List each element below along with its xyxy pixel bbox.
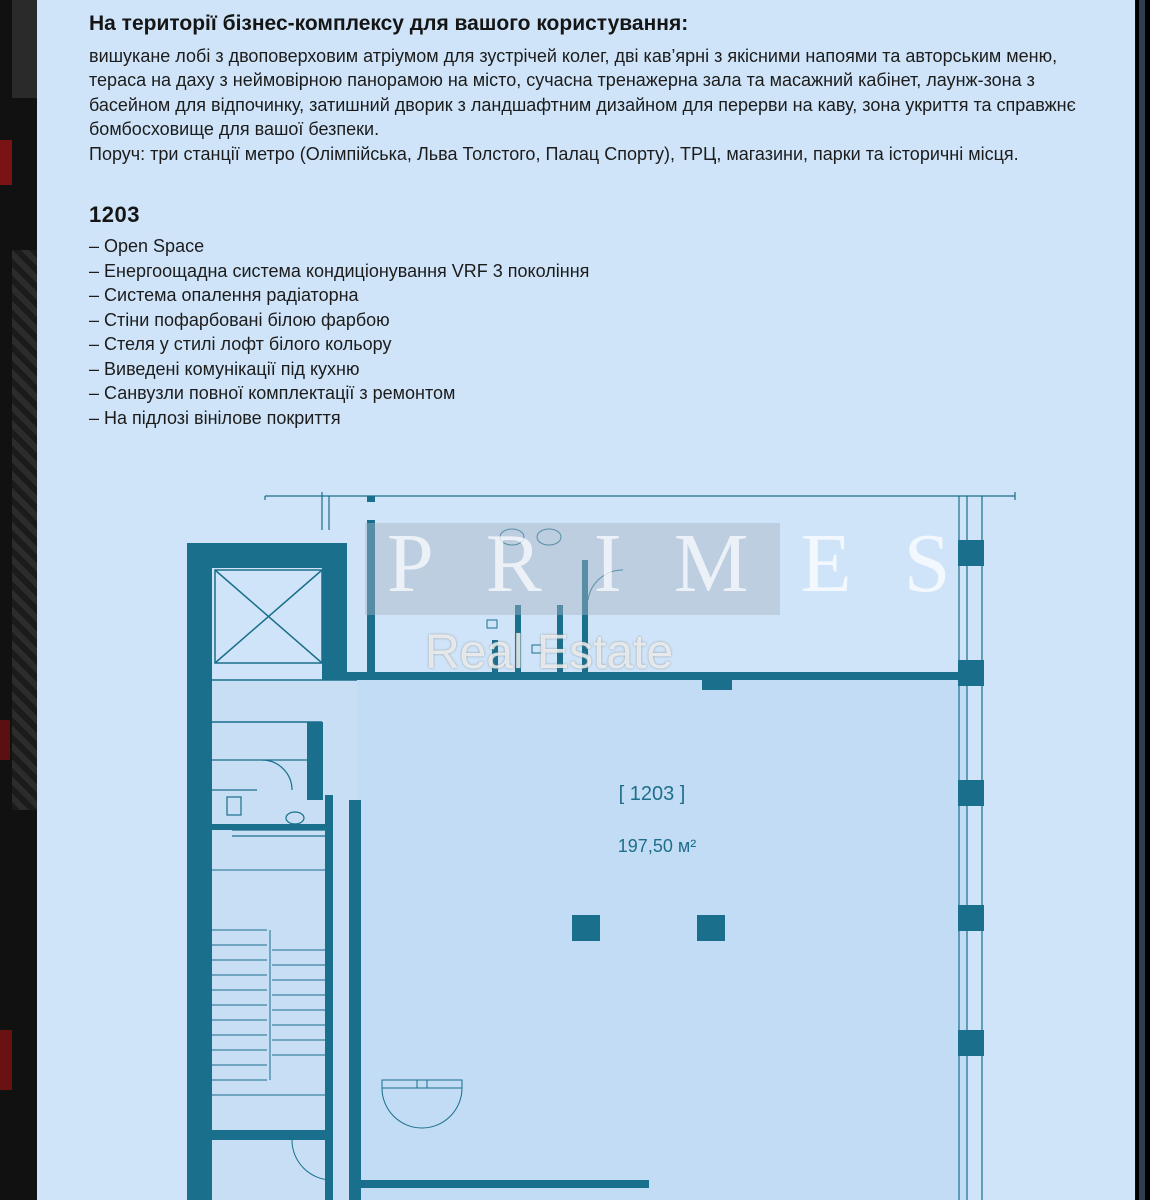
- feature-item: – Санвузли повної комплектації з ремонтом: [89, 383, 456, 403]
- corridor-floor: [202, 680, 357, 1200]
- room-label: [ 1203 ]: [618, 783, 686, 805]
- watermark-subtitle: Real Estate: [425, 626, 674, 679]
- feature-item: – Виведені комунікації під кухню: [89, 358, 360, 379]
- unit-number: 1203: [89, 202, 140, 227]
- watermark-brand: PRIMES: [387, 517, 1003, 610]
- listing-page: [37, 0, 1135, 1200]
- facade-tick: [367, 496, 375, 502]
- scrollbar-track[interactable]: [1139, 0, 1145, 1200]
- scrollbar[interactable]: [1136, 0, 1150, 1200]
- room-area: 197,50 м²: [617, 836, 697, 856]
- background-strip: [12, 0, 37, 98]
- background-accent: [0, 720, 10, 760]
- background-pattern: [12, 250, 37, 810]
- background-left-edge: [0, 0, 37, 1200]
- feature-item: – Стіни пофарбовані білою фарбою: [89, 309, 390, 330]
- amenities-heading: На території бізнес-комплексу для вашого користування:: [89, 12, 689, 35]
- feature-item: – На підлозі вінілове покриття: [89, 407, 341, 428]
- nearby-paragraph: Поруч: три станції метро (Олімпійська, Льва Толстого, Палац Спорту), ТРЦ, магазини, парки та історичні місця.: [89, 143, 1019, 164]
- feature-item: – Open Space: [89, 236, 205, 256]
- room-floor: [357, 680, 967, 1200]
- background-accent: [0, 140, 12, 185]
- amenities-paragraph: вишукане лобі з двоповерховим атріумом для зустрічей колег, дві кав’ярні з якісними напоями та авторським меню, тераса на даху з неймовірною панорамою на місто, сучасна тренажерна зала та масажний кабінет, лаунж-зона з басейном для відпочинку, затишний дворик з ландшафтним дизайном для перерви на каву, зона укриття та справжнє бомбосховище для вашої безпеки.: [89, 46, 1076, 140]
- feature-item: – Енергоощадна система кондиціонування VRF 3 покоління: [89, 260, 590, 281]
- feature-item: – Стеля у стилі лофт білого кольору: [89, 334, 392, 354]
- background-accent: [0, 1030, 12, 1090]
- feature-item: – Система опалення радіаторна: [89, 285, 359, 305]
